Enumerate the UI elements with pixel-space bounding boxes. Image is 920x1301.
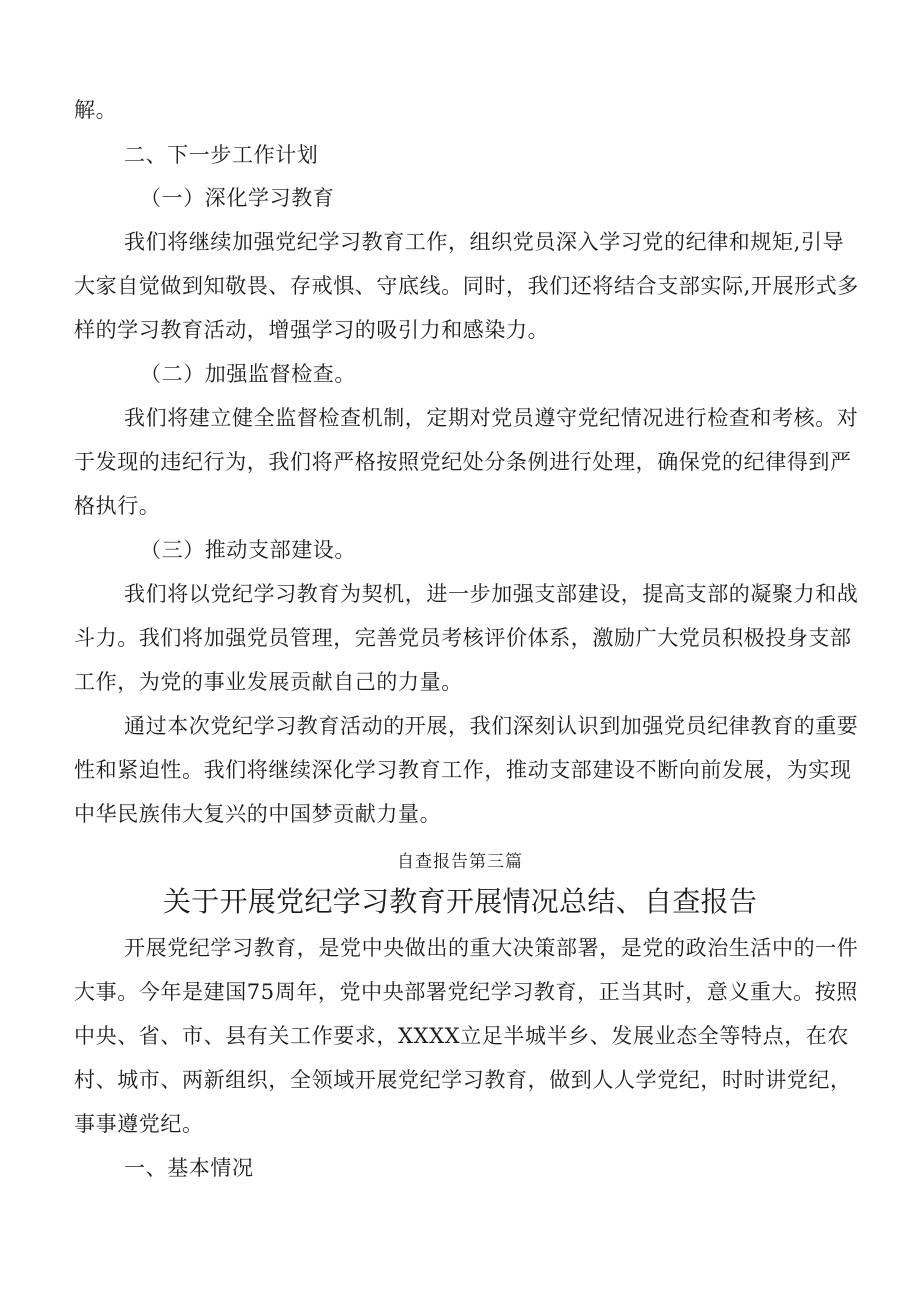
paragraph-tail: 解。 xyxy=(74,98,118,122)
intro-line: 村、城市、两新组织，全领域开展党纪学习教育，做到人人学党纪，时时讲党纪， xyxy=(74,1068,852,1092)
paragraph-line: 斗力。我们将加强党员管理，完善党员考核评价体系，激励广大党员积极投身支部 xyxy=(74,626,852,650)
intro-line: 大事。今年是建国75周年，党中央部署党纪学习教育，正当其时，意义重大。按照 xyxy=(74,980,858,1004)
paragraph-line: 大家自觉做到知敬畏、存戒惧、守底线。同时，我们还将结合支部实际,开展形式多 xyxy=(74,274,859,298)
section-heading-next-steps: 二、下一步工作计划 xyxy=(124,143,319,167)
subheading-deepen-education: （一）深化学习教育 xyxy=(140,186,335,210)
conclusion-line: 性和紧迫性。我们将继续深化学习教育工作，推动支部建设不断向前发展，为实现 xyxy=(74,758,852,782)
report-title: 关于开展党纪学习教育开展情况总结、自查报告 xyxy=(162,885,758,918)
intro-line: 中央、省、市、县有关工作要求，XXXX立足半城半乡、发展业态全等特点，在农 xyxy=(74,1024,849,1048)
section-heading-basic-situation: 一、基本情况 xyxy=(124,1156,254,1180)
subheading-supervision: （二）加强监督检查。 xyxy=(140,362,356,386)
paragraph-line: 工作，为党的事业发展贡献自己的力量。 xyxy=(74,670,463,694)
intro-line: 开展党纪学习教育，是党中央做出的重大决策部署，是党的政治生活中的一件 xyxy=(124,936,859,960)
paragraph-line: 格执行。 xyxy=(74,494,161,518)
intro-line: 事事遵党纪。 xyxy=(74,1112,204,1136)
paragraph-line: 我们将以党纪学习教育为契机，进一步加强支部建设，提高支部的凝聚力和战 xyxy=(124,582,859,606)
conclusion-line: 通过本次党纪学习教育活动的开展，我们深刻认识到加强党员纪律教育的重要 xyxy=(124,714,859,738)
paragraph-line: 我们将建立健全监督检查机制，定期对党员遵守党纪情况进行检查和考核。对 xyxy=(124,406,859,430)
report-subtitle: 自查报告第三篇 xyxy=(397,852,523,872)
paragraph-line: 于发现的违纪行为，我们将严格按照党纪处分条例进行处理，确保党的纪律得到严 xyxy=(74,450,852,474)
paragraph-line: 样的学习教育活动，增强学习的吸引力和感染力。 xyxy=(74,318,550,342)
subheading-branch-building: （三）推动支部建设。 xyxy=(140,538,356,562)
paragraph-line: 我们将继续加强党纪学习教育工作，组织党员深入学习党的纪律和规矩,引导 xyxy=(124,230,845,254)
conclusion-line: 中华民族伟大复兴的中国梦贡献力量。 xyxy=(74,802,442,826)
